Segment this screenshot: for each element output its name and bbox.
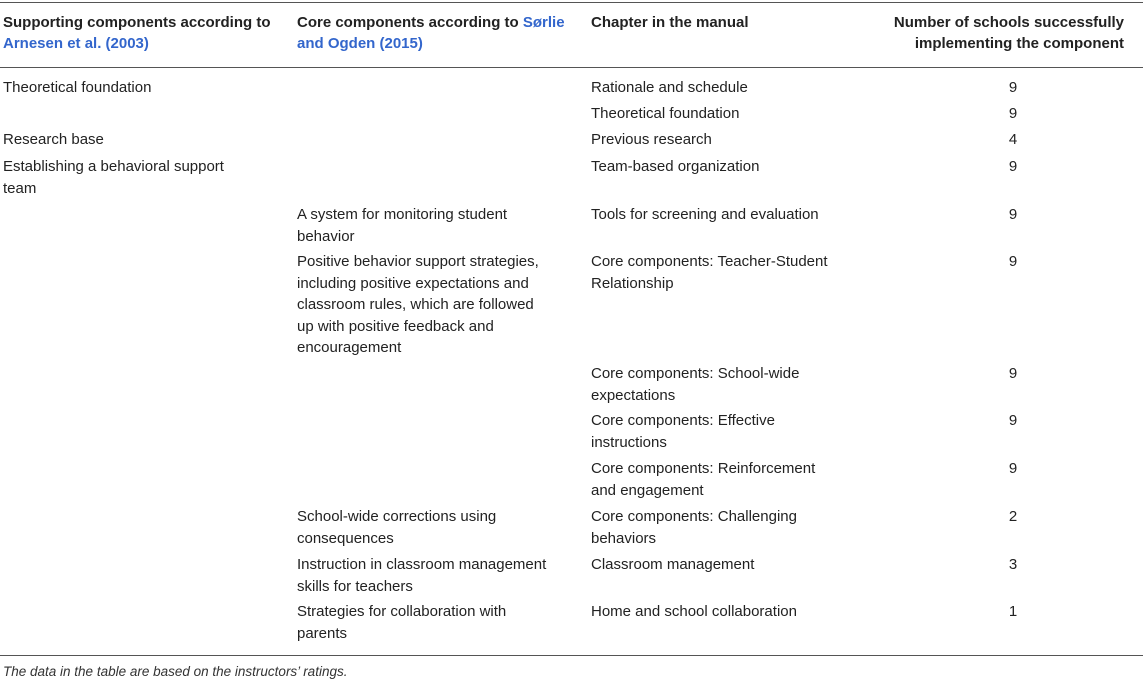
row-10-core: School-wide corrections using consequences xyxy=(297,508,497,547)
row-10-chapter: Core components: Challenging behaviors xyxy=(591,508,797,547)
row-5-core: A system for monitoring student behavior xyxy=(297,206,508,245)
table-top-rule xyxy=(0,2,1143,3)
row-3-count: 4 xyxy=(1008,131,1018,148)
row-12-chapter: Home and school collaboration xyxy=(591,603,797,620)
row-7-chapter: Core components: School-wide expectations xyxy=(591,365,800,404)
header-supporting-components xyxy=(3,12,273,54)
row-8-count: 9 xyxy=(1008,412,1018,429)
citation-link-arnesen[interactable]: Arnesen et al. (2003) xyxy=(3,35,149,52)
row-1-count: 9 xyxy=(1008,79,1018,96)
row-4-chapter: Team-based organization xyxy=(591,158,760,175)
row-2-chapter: Theoretical foundation xyxy=(591,105,740,122)
citation-link-sorlie[interactable]: Sørlie and Ogden (2015) xyxy=(297,14,565,52)
row-6-count: 9 xyxy=(1008,253,1018,270)
row-6-chapter: Core components: Teacher-Student Relationship xyxy=(591,253,828,292)
row-3-supporting: Research base xyxy=(3,131,104,148)
row-4-supporting: Establishing a behavioral support team xyxy=(3,158,224,197)
row-8-chapter: Core components: Effective instructions xyxy=(591,412,775,451)
header-supporting-prefix: Supporting components according to xyxy=(3,14,271,31)
header-core-prefix: Core components according to xyxy=(297,14,523,31)
header-bottom-rule xyxy=(0,67,1143,68)
row-1-supporting: Theoretical foundation xyxy=(3,79,152,96)
row-9-count: 9 xyxy=(1008,460,1018,477)
header-chapter: Chapter in the manual xyxy=(591,14,749,31)
row-5-count: 9 xyxy=(1008,206,1018,223)
row-2-count: 9 xyxy=(1008,105,1018,122)
row-11-chapter: Classroom management xyxy=(591,556,755,573)
header-number-of-schools: Number of schools successfully implementing the component xyxy=(893,14,1124,52)
row-6-core: Positive behavior support strategies, including positive expectations and classroom rules, which are followed up with positive feedback and encouragement xyxy=(297,253,539,356)
row-11-core: Instruction in classroom management skills for teachers xyxy=(297,556,547,595)
table-footnote: The data in the table are based on the instructors’ ratings. xyxy=(3,664,348,679)
row-5-chapter: Tools for screening and evaluation xyxy=(591,206,819,223)
row-9-chapter: Core components: Reinforcement and engagement xyxy=(591,460,816,499)
row-10-count: 2 xyxy=(1008,508,1018,525)
row-12-core: Strategies for collaboration with parents xyxy=(297,603,507,642)
row-7-count: 9 xyxy=(1008,365,1018,382)
row-11-count: 3 xyxy=(1008,556,1018,573)
row-1-chapter: Rationale and schedule xyxy=(591,79,748,96)
header-core-components xyxy=(297,12,567,54)
row-3-chapter: Previous research xyxy=(591,131,712,148)
table-bottom-rule xyxy=(0,655,1143,656)
row-12-count: 1 xyxy=(1008,603,1018,620)
row-4-count: 9 xyxy=(1008,158,1018,175)
